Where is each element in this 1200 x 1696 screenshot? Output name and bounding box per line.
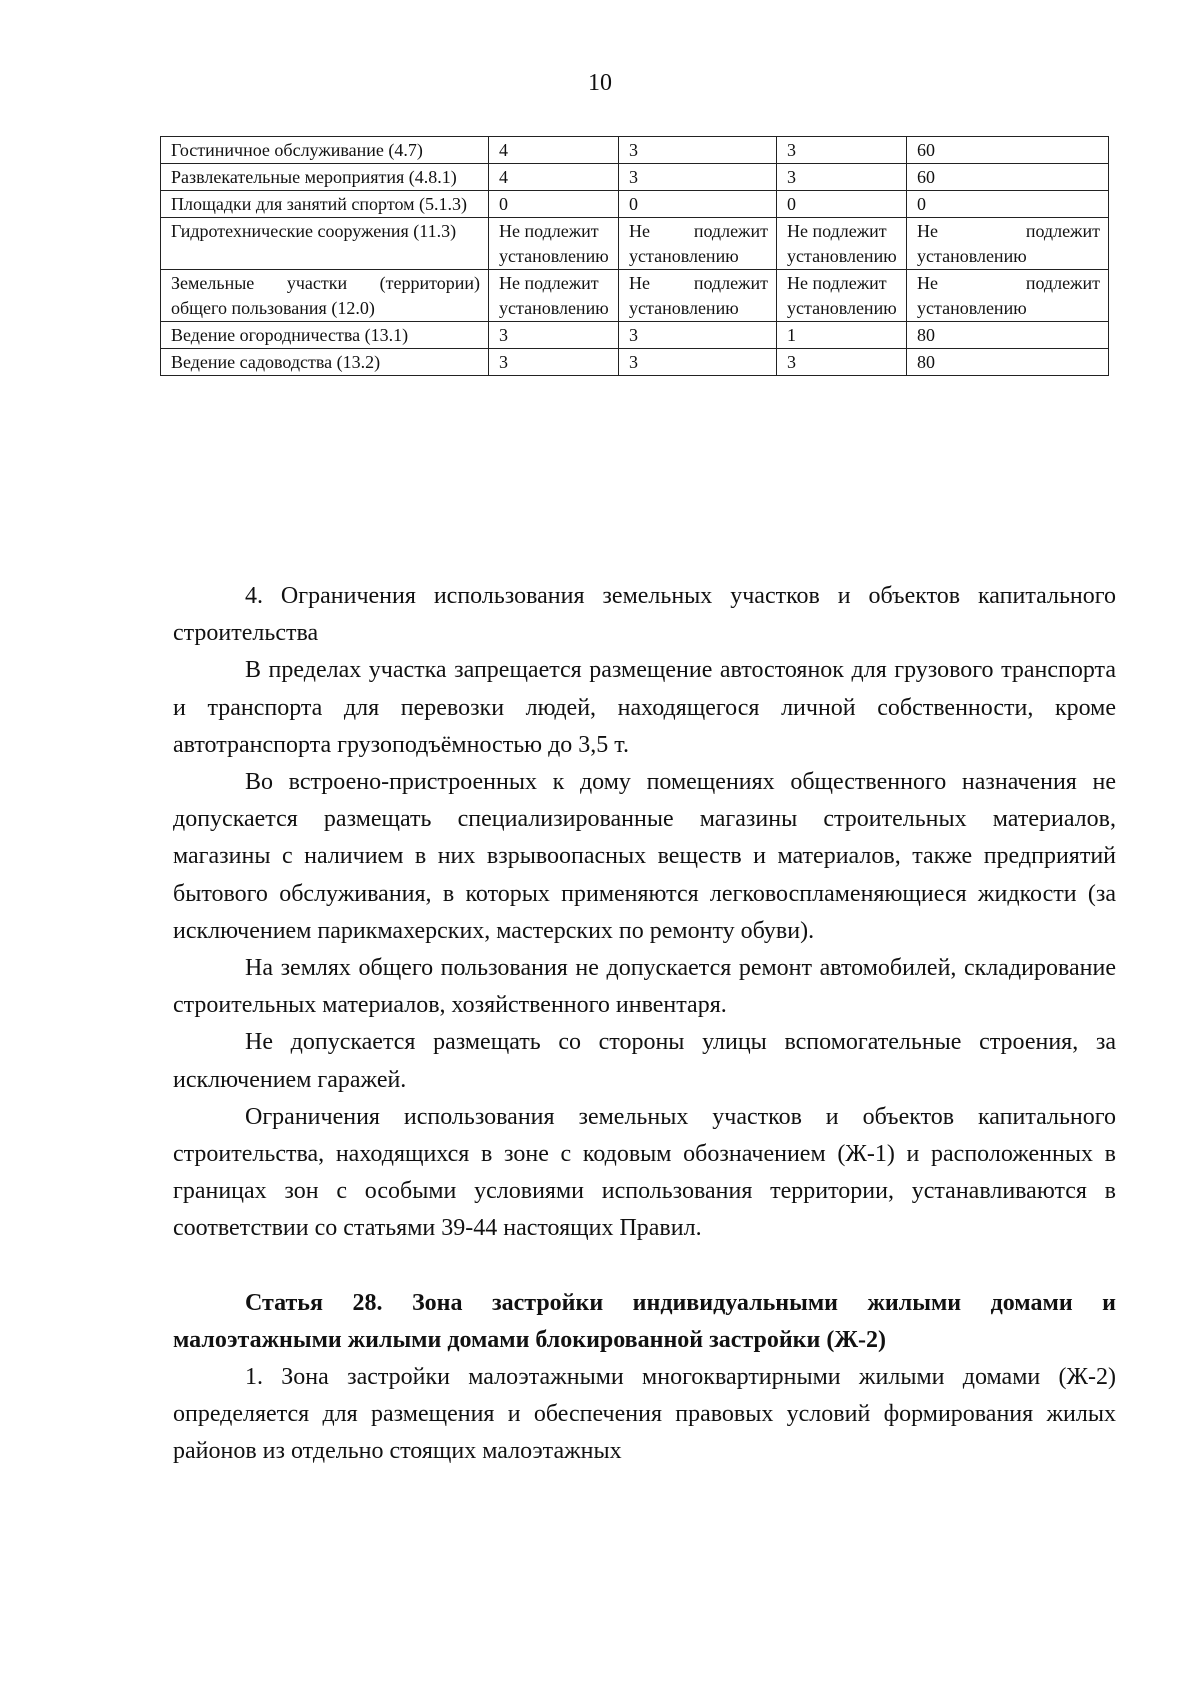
table-cell: 3 — [777, 164, 907, 191]
paragraph: Ограничения использования земельных участков и объектов капитального строительства, находящихся в зоне с кодовым обозначением (Ж-1) и расположенных в границах зон с особыми условиями использования территории, устанавливаются в соответствии со статьями 39-44 настоящих Правил. — [173, 1103, 1116, 1242]
table-cell: 60 — [907, 137, 1109, 164]
table-cell: 0 — [777, 191, 907, 218]
table-cell: 80 — [907, 322, 1109, 349]
page-number: 10 — [588, 70, 612, 96]
table-cell-use: Ведение садоводства (13.2) — [161, 349, 489, 376]
article-heading: Статья 28. Зона застройки индивидуальными жилыми домами и малоэтажными жилыми домами блокированной застройки (Ж-2) — [173, 1289, 1116, 1353]
table-cell-use: Площадки для занятий спортом (5.1.3) — [161, 191, 489, 218]
paragraph: В пределах участка запрещается размещение автостоянок для грузового транспорта и транспорта для перевозки людей, находящегося личной собственности, кроме автотранспорта грузоподъёмностью до 3,5 т. — [173, 657, 1116, 758]
table-row — [161, 349, 1109, 376]
table-cell-use: Развлекательные мероприятия (4.8.1) — [161, 164, 489, 191]
table-cell: 3 — [619, 137, 777, 164]
table-cell: 3 — [619, 322, 777, 349]
table-cell: 3 — [619, 164, 777, 191]
table-cell: Не подлежит установлению — [489, 270, 619, 322]
table-cell: Не подлежит установлению — [777, 270, 907, 322]
table-cell-use: Ведение огородничества (13.1) — [161, 322, 489, 349]
table-cell: 1 — [777, 322, 907, 349]
table-cell: Не подлежит установлению — [907, 218, 1109, 270]
table-cell: 4 — [489, 164, 619, 191]
table-cell: 3 — [777, 349, 907, 376]
table-cell-use: Гидротехнические сооружения (11.3) — [161, 218, 489, 270]
table-cell: Не подлежит установлению — [777, 218, 907, 270]
table-cell-use: Земельные участки (территории) общего пользования (12.0) — [161, 270, 489, 322]
table-cell-use: Гостиничное обслуживание (4.7) — [161, 137, 489, 164]
table-cell: 0 — [619, 191, 777, 218]
table-cell: Не подлежит установлению — [619, 218, 777, 270]
table-row — [161, 270, 1109, 322]
table-row — [161, 137, 1109, 164]
paragraph: Во встроено-пристроенных к дому помещениях общественного назначения не допускается размещать специализированные магазины строительных материалов, магазины с наличием в них взрывоопасных веществ и материалов, также предприятий бытового обслуживания, в которых применяются легковоспламеняющиеся жидкости (за исключением парикмахерских, мастерских по ремонту обуви). — [173, 769, 1116, 944]
table-cell: 4 — [489, 137, 619, 164]
table-cell: Не подлежит установлению — [489, 218, 619, 270]
table-cell: Не подлежит установлению — [619, 270, 777, 322]
body-text — [173, 578, 1116, 1471]
table-cell: 3 — [777, 137, 907, 164]
zone-parameters-table — [160, 136, 1109, 376]
table-cell: 3 — [619, 349, 777, 376]
table-cell: 0 — [907, 191, 1109, 218]
paragraph: Не допускается размещать со стороны улицы вспомогательные строения, за исключением гаражей. — [173, 1029, 1116, 1093]
table-cell: 3 — [489, 349, 619, 376]
table-row — [161, 191, 1109, 218]
table-row — [161, 218, 1109, 270]
paragraph-restrictions-heading: 4. Ограничения использования земельных участков и объектов капитального строительства — [173, 583, 1116, 647]
paragraph: На землях общего пользования не допускается ремонт автомобилей, складирование строительных материалов, хозяйственного инвентаря. — [173, 955, 1116, 1019]
paragraph: 1. Зона застройки малоэтажными многоквартирными жилыми домами (Ж-2) определяется для размещения и обеспечения правовых условий формирования жилых районов из отдельно стоящих малоэтажных — [173, 1364, 1116, 1465]
table-cell: 0 — [489, 191, 619, 218]
table-row — [161, 322, 1109, 349]
table-row — [161, 164, 1109, 191]
table-cell: 3 — [489, 322, 619, 349]
table-cell: 80 — [907, 349, 1109, 376]
table-cell: 60 — [907, 164, 1109, 191]
table-cell: Не подлежит установлению — [907, 270, 1109, 322]
